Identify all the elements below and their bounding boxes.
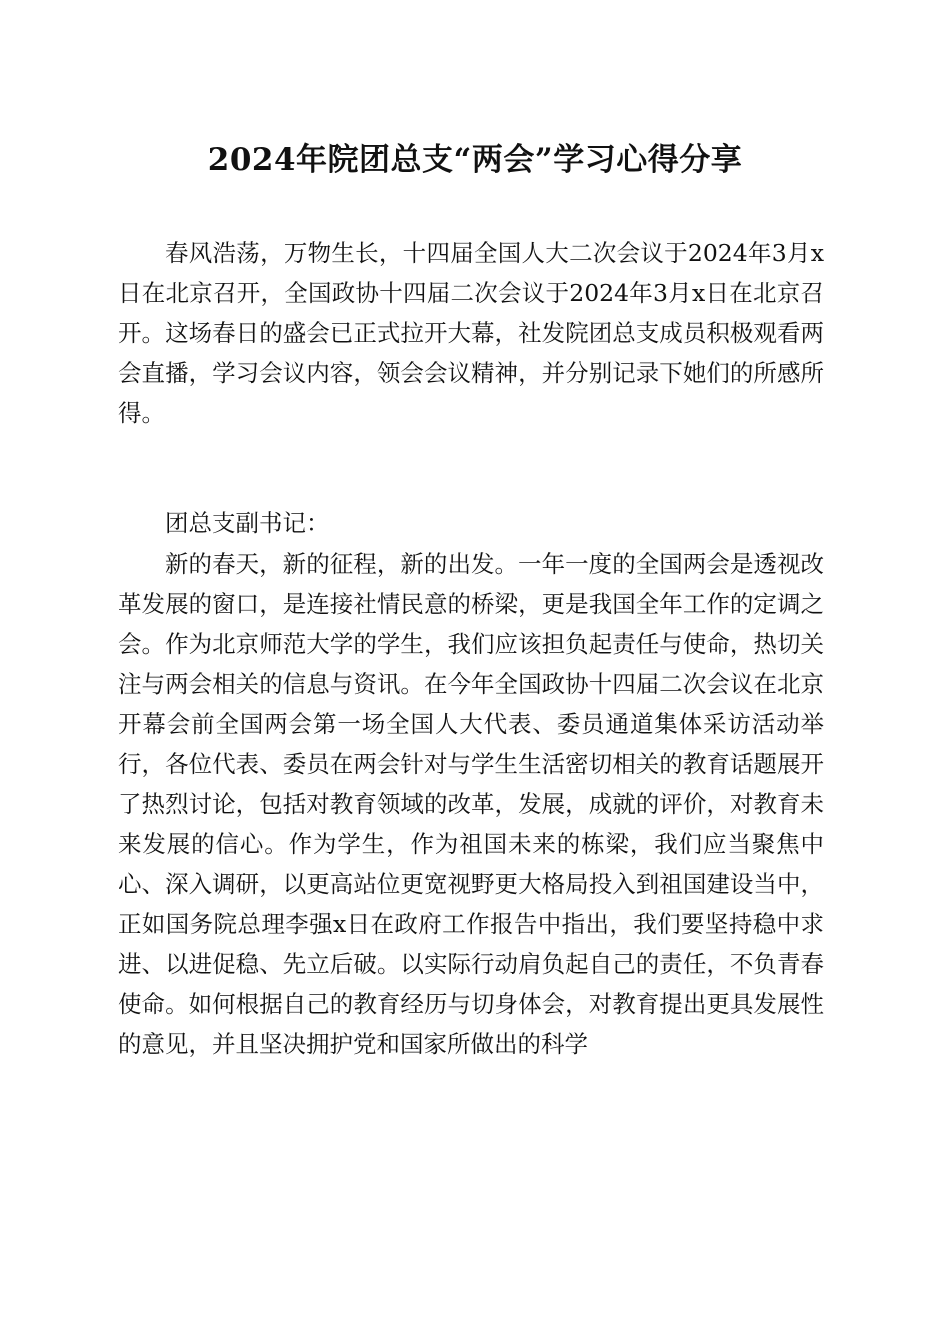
section-heading: 团总支副书记： — [165, 509, 330, 537]
document-title: 2024年院团总支“两会”学习心得分享 — [207, 142, 743, 178]
intro-paragraph: 春风浩荡，万物生长，十四届全国人大二次会议于2024年3月x日在北京召开，全国政协十四届二次会议于2024年3月x日在北京召开。这场春日的盛会已正式拉开大幕，社发院团总支成员积极观看两会直播，学习会议内容，领会会议精神，并分别记录下她们的所感所得。 — [118, 239, 824, 427]
main-paragraph: 新的春天，新的征程，新的出发。一年一度的全国两会是透视改革发展的窗口，是连接社情民意的桥梁，更是我国全年工作的定调之会。作为北京师范大学的学生，我们应该担负起责任与使命，热切关注与两会相关的信息与资讯。在今年全国政协十四届二次会议在北京开幕会前全国两会第一场全国人大代表、委员通道集体采访活动举行，各位代表、委员在两会针对与学生生活密切相关的教育话题展开了热烈讨论，包括对教育领域的改革，发展，成就的评价，对教育未来发展的信心。作为学生，作为祖国未来的栋梁，我们应当聚焦中心、深入调研，以更高站位更宽视野更大格局投入到祖国建设当中，正如国务院总理李强x日在政府工作报告中指出，我们要坚持稳中求进、以进促稳、先立后破。以实际行动肩负起自己的责任，不负青春使命。如何根据自己的教育经历与切身体会，对教育提出更具发展性的意见，并且坚决拥护党和国家所做出的科学 — [118, 550, 824, 1058]
